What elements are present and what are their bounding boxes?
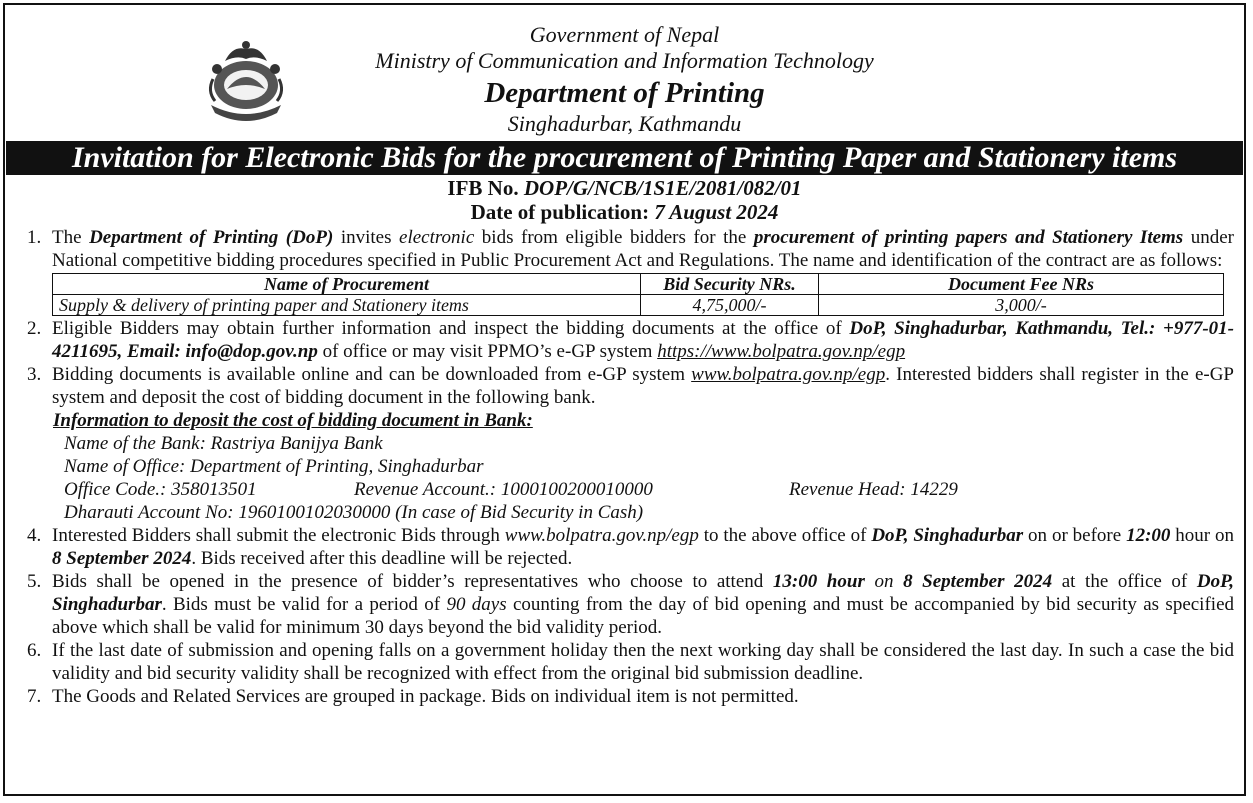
ministry-title: Ministry of Communication and Information Technology — [375, 48, 874, 73]
item-italic: www.bolpatra.gov.np/egp — [504, 525, 699, 546]
item-italic: electronic — [399, 227, 475, 248]
item-text: Bids shall be opened in the presence of bidder’s representatives who choose to attend — [52, 571, 773, 592]
submission-date: 8 September 2024 — [52, 548, 192, 569]
item-emphasis: Department of Printing (DoP) — [89, 227, 334, 248]
item-emphasis: procurement of printing papers and Stationery Items — [753, 227, 1184, 248]
office-code: Office Code.: 358013501 — [64, 479, 257, 500]
procurement-table — [52, 273, 1224, 316]
list-item — [5, 226, 1244, 316]
contact-details: DoP, Singhadurbar, Kathmandu, Tel.: +977-01- 4211695, Email: info@dop.gov.np — [52, 318, 1234, 362]
item-number: 6. — [27, 640, 42, 661]
bank-codes-line — [52, 478, 1234, 501]
item-text: on — [864, 571, 904, 592]
revenue-head: Revenue Head: 14229 — [789, 479, 958, 500]
government-title: Government of Nepal — [529, 22, 720, 47]
item-number: 5. — [27, 571, 42, 592]
list-item — [5, 317, 1244, 363]
item-text: on or before — [1023, 525, 1127, 546]
publication-value: 7 August 2024 — [654, 200, 779, 224]
list-item — [5, 639, 1244, 685]
table-cell: Supply & delivery of printing paper and Stationery items — [53, 295, 641, 316]
table-header-cell: Bid Security NRs. — [641, 274, 819, 295]
item-text: to the above office of — [698, 525, 872, 546]
item-text: . Bids must be valid for a period of — [161, 594, 447, 615]
item-text: Eligible Bidders may obtain further information and inspect the bidding documents at the office of — [52, 318, 850, 339]
department-address: Singhadurbar, Kathmandu — [507, 111, 742, 136]
item-text: counting from the day of bid opening and must be accompanied by bid security as specified above which shall be valid for minimum 30 days beyond the bid validity period. — [52, 594, 1234, 638]
item-text: under National competitive bidding procedures specified in Public Procurement Act and Regulations. The name and identification of the contract are as follows: — [52, 227, 1234, 271]
item-text: . Interested bidders shall register in the e-GP system and deposit the cost of bidding document in the following bank. — [52, 364, 1235, 408]
item-text: hour on — [1170, 525, 1235, 546]
department-title: Department of Printing — [484, 77, 765, 109]
notice-frame — [3, 3, 1246, 796]
item-text: The — [52, 227, 90, 248]
notice-header — [5, 5, 1244, 141]
notice-banner: Invitation for Electronic Bids for the procurement of Printing Paper and Stationery items — [6, 141, 1243, 175]
list-item — [5, 363, 1244, 524]
ifb-value: DOP/G/NCB/1S1E/2081/082/01 — [523, 176, 802, 200]
item-text: If the last date of submission and opening falls on a government holiday then the next working day shall be considered the last day. In such a case the bid validity and bid security validity shall be recognized with effect from the original bid submission deadline. — [52, 640, 1234, 684]
item-text: invites — [333, 227, 400, 248]
table-cell: 3,000/- — [819, 295, 1224, 316]
list-item — [5, 570, 1244, 639]
item-text: . Bids received after this deadline will be rejected. — [191, 548, 573, 569]
ifb-label: IFB No. — [447, 176, 524, 200]
publication-label: Date of publication: — [470, 200, 655, 224]
opening-time: 13:00 hour — [772, 571, 865, 592]
item-number: 7. — [27, 686, 42, 707]
item-number: 4. — [27, 525, 42, 546]
ifb-number — [5, 176, 1244, 200]
item-text: The Goods and Related Services are grouped in package. Bids on individual item is not permitted. — [52, 686, 799, 707]
opening-date: 8 September 2024 — [903, 571, 1053, 592]
table-cell: 4,75,000/- — [641, 295, 819, 316]
terms-list — [5, 226, 1244, 708]
item-emphasis: DoP, Singhadurbar — [52, 571, 1234, 615]
table-row — [53, 295, 1224, 316]
item-number: 2. — [27, 318, 42, 339]
list-item — [5, 685, 1244, 708]
item-number: 3. — [27, 364, 42, 385]
item-text: of office or may visit PPMO’s e-GP system — [317, 341, 658, 362]
egp-link[interactable]: www.bolpatra.gov.np/egp — [691, 364, 886, 385]
table-header-cell: Document Fee NRs — [819, 274, 1224, 295]
dharauti-account: Dharauti Account No: 1960100102030000 (In case of Bid Security in Cash) — [64, 502, 644, 523]
bank-name: Name of the Bank: Rastriya Banijya Bank — [64, 433, 383, 454]
publication-date — [5, 200, 1244, 224]
item-text: at the office of — [1052, 571, 1197, 592]
submission-time: 12:00 — [1126, 525, 1171, 546]
list-item — [5, 524, 1244, 570]
office-name: Name of Office: Department of Printing, Singhadurbar — [64, 456, 484, 477]
revenue-account: Revenue Account.: 1000100200010000 — [354, 479, 653, 500]
validity-period: 90 days — [446, 594, 507, 615]
item-text: Bidding documents is available online and can be downloaded from e-GP system — [52, 364, 692, 385]
item-number: 1. — [27, 227, 42, 248]
egp-link[interactable]: https://www.bolpatra.gov.np/egp — [657, 341, 906, 362]
item-text: Interested Bidders shall submit the electronic Bids through — [52, 525, 505, 546]
item-emphasis: DoP, Singhadurbar — [871, 525, 1024, 546]
table-header-row — [53, 274, 1224, 295]
item-text: bids from eligible bidders for the — [474, 227, 754, 248]
bank-info-title: Information to deposit the cost of bidding document in Bank: — [53, 410, 533, 431]
table-header-cell: Name of Procurement — [53, 274, 641, 295]
